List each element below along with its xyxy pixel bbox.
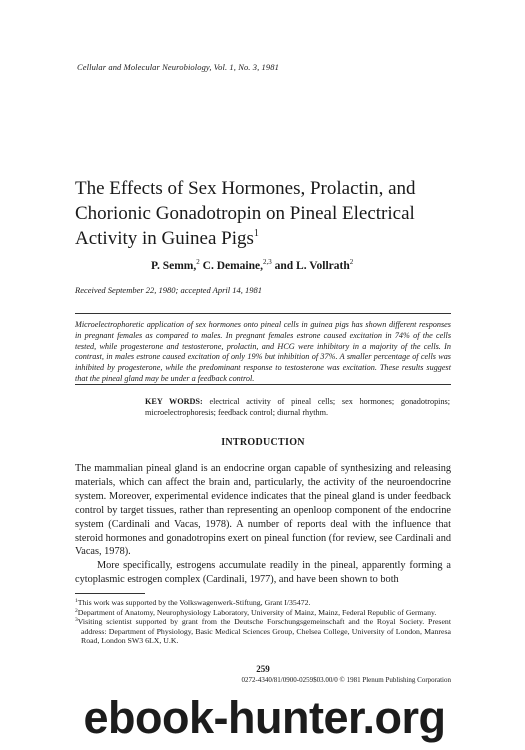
author-affiliation-mark: 2 xyxy=(349,258,354,266)
keywords-label: KEY WORDS: xyxy=(145,397,203,406)
title-footnote-mark: 1 xyxy=(253,228,259,239)
author-list xyxy=(151,260,353,272)
keywords xyxy=(145,397,450,418)
title-text: The Effects of Sex Hormones, Prolactin, and Chorionic Gonadotropin on Pineal Electrical Activity in Guinea Pigs xyxy=(75,178,416,249)
author-affiliation-mark: 2,3 xyxy=(263,258,272,266)
section-heading-introduction: INTRODUCTION xyxy=(221,437,305,448)
author-name: P. Semm, xyxy=(151,260,197,272)
footnote-text: Visiting scientist supported by grant from the Deutsche Forschungsgemeinschaft and the Royal Society. Present address: Department of Physiology, Basic Medical Sciences Group, Chelsea College, University of London, Manresa Road, London SW3 6LX, U.K. xyxy=(77,617,451,645)
copyright-line: 0272-4340/81/0900-0259$03.00/0 © 1981 Plenum Publishing Corporation xyxy=(241,676,451,684)
abstract: Microelectrophoretic application of sex hormones onto pineal cells in guinea pigs has shown different responses in pregnant females as compared to males. In pregnant females estrone caused excitation in 74% of the cells tested, while progesterone and testosterone, prolactin, and HCG were inhibitory in a majority of the cells. In contrast, in males estrone caused excitation of only 19% but inhibition of 37%. A smaller percentage of cells was inhibited by progesterone, while the predominant response to testosterone was excitation. These results suggest that the pineal gland may be under a feedback control. xyxy=(75,320,451,383)
intro-paragraph-2: More specifically, estrogens accumulate readily in the pineal, apparently forming a cytoplasmic estrogen complex (Cardinali, 1977), and have been shown to both xyxy=(75,560,451,585)
keywords-text: electrical activity of pineal cells; sex hormones; gonadotropins; microelectrophoresis; feedback control; diurnal rhythm. xyxy=(145,397,451,417)
footnote-text: This work was supported by the Volkswagenwerk-Stiftung, Grant I/35472. xyxy=(77,598,311,607)
footnote xyxy=(75,598,451,608)
received-dates: Received September 22, 1980; accepted April 14, 1981 xyxy=(75,285,263,295)
abstract-bottom-rule xyxy=(75,384,451,385)
footnote-mark: 2 xyxy=(75,607,78,614)
footnote xyxy=(75,607,451,618)
intro-paragraph-1: The mammalian pineal gland is an endocrine organ capable of synthesizing and releasing materials, which can affect the brain and, particularly, the activity of the neuroendocrine system. Moreover, experimental evidence indicates that the pineal gland is under feedback control by target tissues, rather than representing an openloop component of the endocrine system (Cardinali and Vacas, 1978). A number of reports deal with the influence that steroid hormones and gonadotropins exert on pineal function (for review, see Cardinali and Vacas, 1978). xyxy=(75,463,451,558)
footnote-text: Department of Anatomy, Neurophysiology Laboratory, University of Mainz, Mainz, Federal Republic of Germany. xyxy=(77,607,437,617)
footnote xyxy=(75,617,451,646)
page-number: 259 xyxy=(256,664,270,674)
footnote-mark: 1 xyxy=(75,598,78,604)
author-name: and L. Vollrath xyxy=(274,260,350,272)
footnote-mark: 3 xyxy=(75,617,78,623)
author-affiliation-mark: 2 xyxy=(196,258,200,266)
footnotes xyxy=(75,598,451,646)
watermark-text: ebook-hunter.org xyxy=(83,692,446,743)
abstract-top-rule xyxy=(75,313,451,314)
footnote-rule xyxy=(75,593,145,594)
journal-citation: Cellular and Molecular Neurobiology, Vol. 1, No. 3, 1981 xyxy=(77,62,279,72)
paper-title xyxy=(75,176,475,251)
author-name: C. Demaine, xyxy=(202,260,264,272)
